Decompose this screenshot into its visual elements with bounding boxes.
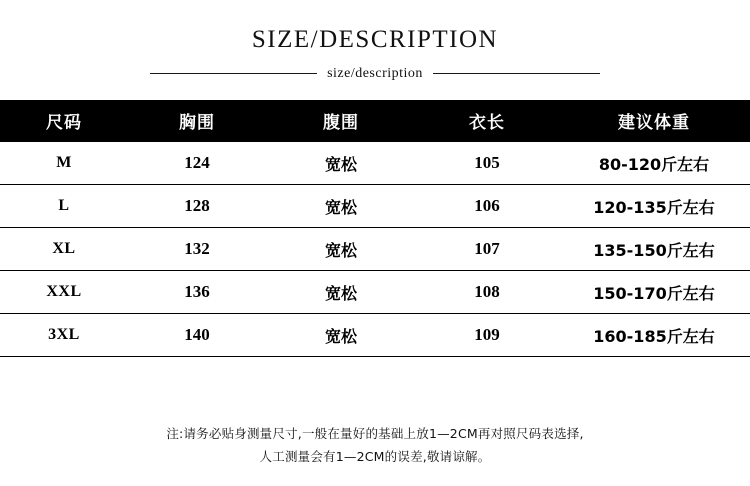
cell-waist: 宽松 — [266, 228, 416, 271]
cell-size: XXL — [0, 271, 128, 314]
cell-weight: 160-185斤左右 — [558, 314, 750, 357]
cell-bust: 136 — [128, 271, 266, 314]
chart-header — [0, 0, 750, 82]
note-line-1: 注:请务必贴身测量尺寸,一般在量好的基础上放1—2CM再对照尺码表选择, — [166, 425, 584, 441]
table-row — [0, 314, 750, 357]
cell-bust: 124 — [128, 142, 266, 185]
size-table — [0, 100, 750, 358]
cell-weight: 80-120斤左右 — [558, 142, 750, 185]
table-row — [0, 228, 750, 271]
divider-left — [150, 73, 317, 74]
cell-waist: 宽松 — [266, 142, 416, 185]
divider-right — [433, 73, 600, 74]
cell-weight: 120-135斤左右 — [558, 185, 750, 228]
subtitle-row — [0, 66, 750, 82]
cell-length: 106 — [416, 185, 558, 228]
cell-bust: 132 — [128, 228, 266, 271]
cell-bust: 128 — [128, 185, 266, 228]
column-header-length: 衣长 — [416, 100, 558, 142]
cell-size: 3XL — [0, 314, 128, 357]
size-table-wrapper — [0, 100, 750, 358]
page-title: SIZE/DESCRIPTION — [251, 26, 499, 53]
table-row — [0, 185, 750, 228]
measurement-note — [0, 422, 750, 468]
cell-size: XL — [0, 228, 128, 271]
table-row — [0, 142, 750, 185]
cell-length: 108 — [416, 271, 558, 314]
page-subtitle: size/description — [327, 65, 423, 81]
column-header-weight: 建议体重 — [558, 100, 750, 142]
cell-waist: 宽松 — [266, 314, 416, 357]
cell-bust: 140 — [128, 314, 266, 357]
column-header-waist: 腹围 — [266, 100, 416, 142]
cell-size: M — [0, 142, 128, 185]
cell-weight: 150-170斤左右 — [558, 271, 750, 314]
cell-length: 107 — [416, 228, 558, 271]
cell-waist: 宽松 — [266, 271, 416, 314]
table-header-row — [0, 100, 750, 142]
column-header-bust: 胸围 — [128, 100, 266, 142]
cell-size: L — [0, 185, 128, 228]
size-table-head — [0, 100, 750, 142]
cell-waist: 宽松 — [266, 185, 416, 228]
size-table-body — [0, 142, 750, 357]
cell-length: 105 — [416, 142, 558, 185]
note-line-2: 人工测量会有1—2CM的误差,敬请谅解。 — [259, 448, 491, 464]
cell-length: 109 — [416, 314, 558, 357]
table-row — [0, 271, 750, 314]
cell-weight: 135-150斤左右 — [558, 228, 750, 271]
column-header-size: 尺码 — [0, 100, 128, 142]
